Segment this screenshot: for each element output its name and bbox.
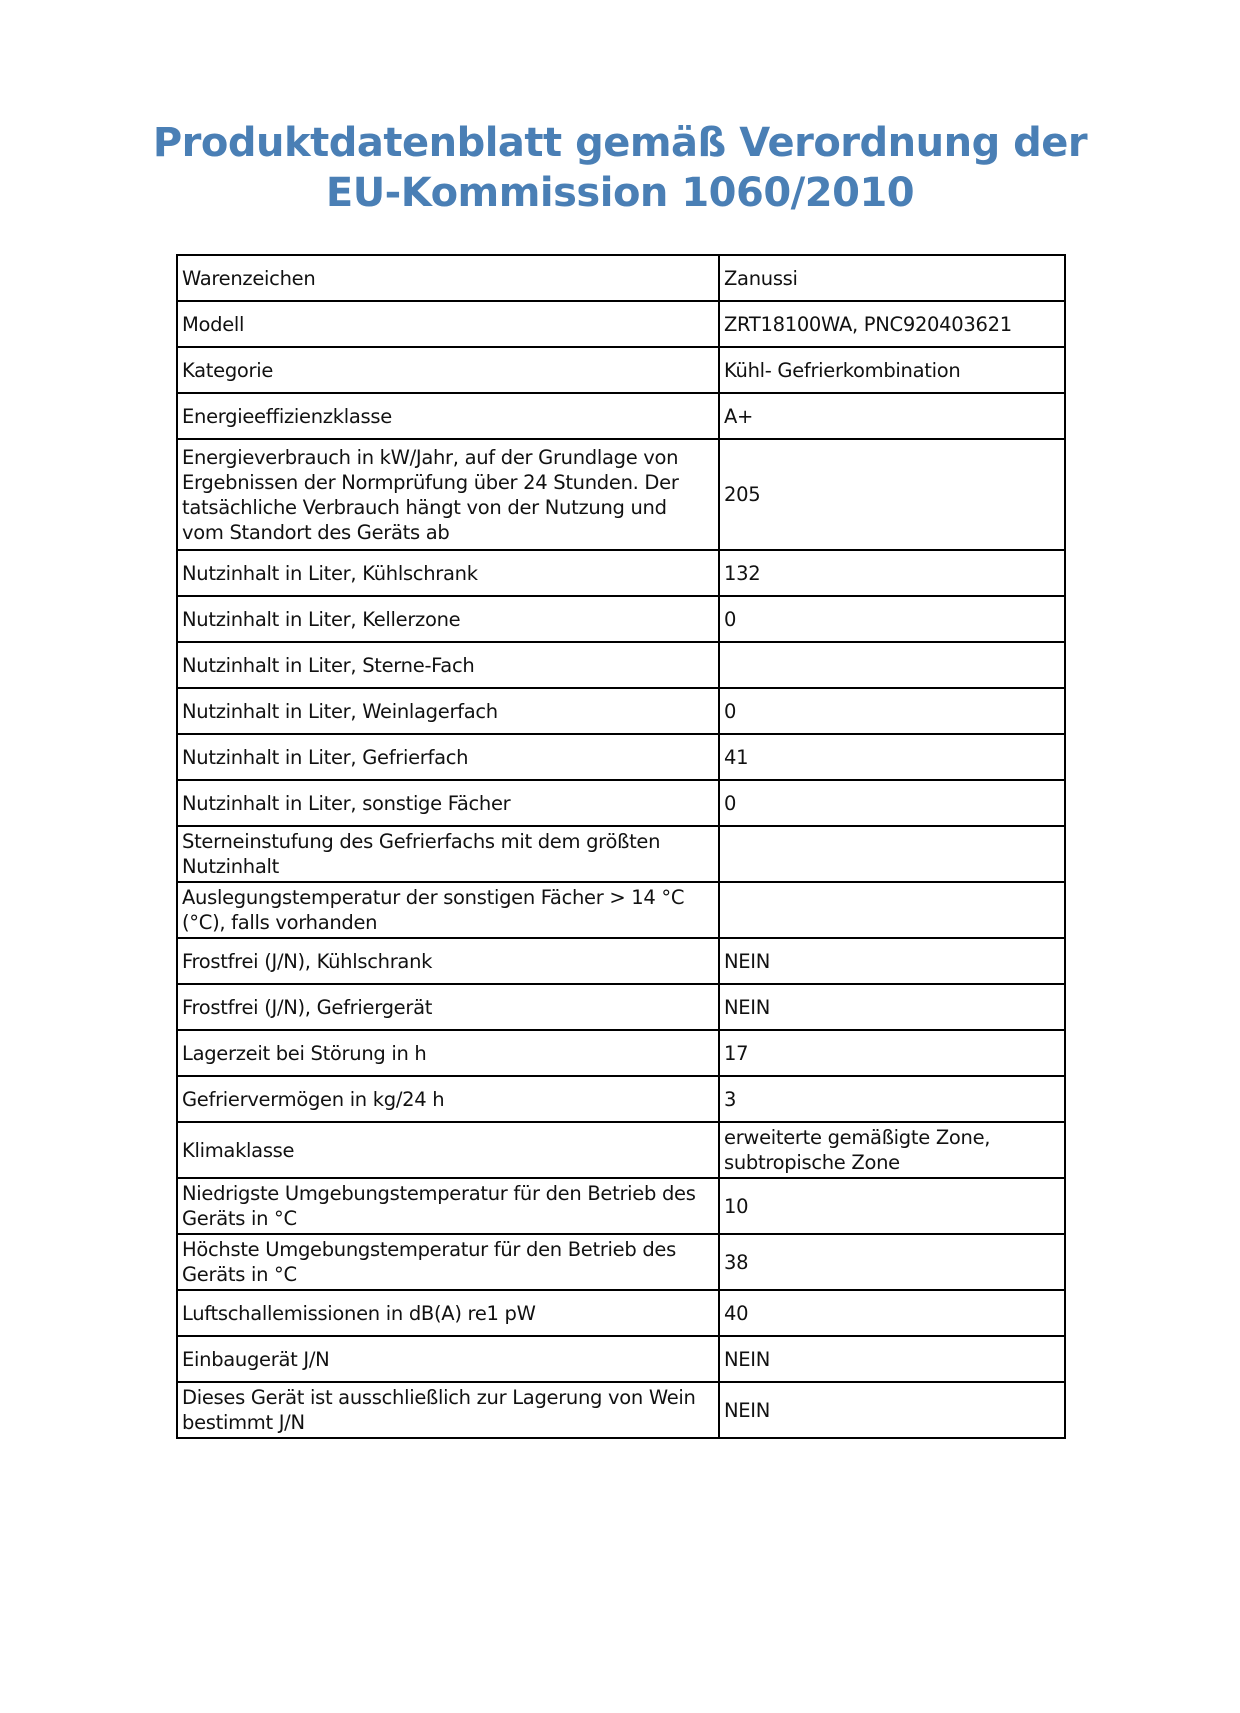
row-value: NEIN <box>719 1336 1065 1382</box>
row-value <box>719 642 1065 688</box>
row-label: Frostfrei (J/N), Gefriergerät <box>177 984 719 1030</box>
table-row <box>177 642 1065 688</box>
row-label: Nutzinhalt in Liter, Kellerzone <box>177 596 719 642</box>
table-row <box>177 1290 1065 1336</box>
row-value: 17 <box>719 1030 1065 1076</box>
table-row <box>177 1382 1065 1438</box>
table-row <box>177 938 1065 984</box>
row-label: Nutzinhalt in Liter, Sterne-Fach <box>177 642 719 688</box>
table-row <box>177 393 1065 439</box>
table-row <box>177 439 1065 550</box>
table-row <box>177 780 1065 826</box>
table-row <box>177 734 1065 780</box>
table-row <box>177 882 1065 938</box>
row-label: Lagerzeit bei Störung in h <box>177 1030 719 1076</box>
row-value: 3 <box>719 1076 1065 1122</box>
page-title <box>150 118 1090 218</box>
row-value: NEIN <box>719 938 1065 984</box>
row-value: erweiterte gemäßigte Zone, subtropische Zone <box>719 1122 1065 1178</box>
table-row <box>177 984 1065 1030</box>
table-row <box>177 826 1065 882</box>
row-label: Auslegungstemperatur der sonstigen Fächer > 14 °C (°C), falls vorhanden <box>177 882 719 938</box>
row-value: NEIN <box>719 1382 1065 1438</box>
row-value: 40 <box>719 1290 1065 1336</box>
table-row <box>177 596 1065 642</box>
table-row <box>177 1030 1065 1076</box>
row-value: 0 <box>719 688 1065 734</box>
row-label: Gefriervermögen in kg/24 h <box>177 1076 719 1122</box>
row-label: Niedrigste Umgebungstemperatur für den Betrieb des Geräts in °C <box>177 1178 719 1234</box>
product-data-table <box>176 254 1066 1439</box>
table-row <box>177 1336 1065 1382</box>
title-line-2: EU-Kommission 1060/2010 <box>325 170 915 216</box>
row-label: Höchste Umgebungstemperatur für den Betrieb des Geräts in °C <box>177 1234 719 1290</box>
table-row <box>177 255 1065 301</box>
row-value: ZRT18100WA, PNC920403621 <box>719 301 1065 347</box>
row-label: Nutzinhalt in Liter, Kühlschrank <box>177 550 719 596</box>
table-row <box>177 347 1065 393</box>
row-label: Dieses Gerät ist ausschließlich zur Lagerung von Wein bestimmt J/N <box>177 1382 719 1438</box>
title-line-1: Produktdatenblatt gemäß Verordnung der <box>152 120 1088 166</box>
row-label: Energieeffizienzklasse <box>177 393 719 439</box>
row-value: NEIN <box>719 984 1065 1030</box>
row-value: A+ <box>719 393 1065 439</box>
row-value: Kühl- Gefrierkombination <box>719 347 1065 393</box>
row-value: 132 <box>719 550 1065 596</box>
row-value: 0 <box>719 780 1065 826</box>
row-value: 205 <box>719 439 1065 550</box>
row-value: 10 <box>719 1178 1065 1234</box>
table-row <box>177 550 1065 596</box>
row-label: Nutzinhalt in Liter, Weinlagerfach <box>177 688 719 734</box>
table-row <box>177 1122 1065 1178</box>
row-label: Einbaugerät J/N <box>177 1336 719 1382</box>
row-label: Nutzinhalt in Liter, sonstige Fächer <box>177 780 719 826</box>
row-label: Modell <box>177 301 719 347</box>
table-row <box>177 688 1065 734</box>
row-value: 38 <box>719 1234 1065 1290</box>
row-value <box>719 882 1065 938</box>
row-value: Zanussi <box>719 255 1065 301</box>
row-label: Warenzeichen <box>177 255 719 301</box>
row-label: Energieverbrauch in kW/Jahr, auf der Grundlage von Ergebnissen der Normprüfung über 24 Stunden. Der tatsächliche Verbrauch hängt von der Nutzung und vom Standort des Geräts ab <box>177 439 719 550</box>
row-label: Klimaklasse <box>177 1122 719 1178</box>
table-row <box>177 1178 1065 1234</box>
table-row <box>177 1076 1065 1122</box>
row-value: 41 <box>719 734 1065 780</box>
row-value: 0 <box>719 596 1065 642</box>
row-label: Kategorie <box>177 347 719 393</box>
row-value <box>719 826 1065 882</box>
row-label: Sterneinstufung des Gefrierfachs mit dem größten Nutzinhalt <box>177 826 719 882</box>
row-label: Nutzinhalt in Liter, Gefrierfach <box>177 734 719 780</box>
table-row <box>177 1234 1065 1290</box>
row-label: Luftschallemissionen in dB(A) re1 pW <box>177 1290 719 1336</box>
table-row <box>177 301 1065 347</box>
row-label: Frostfrei (J/N), Kühlschrank <box>177 938 719 984</box>
